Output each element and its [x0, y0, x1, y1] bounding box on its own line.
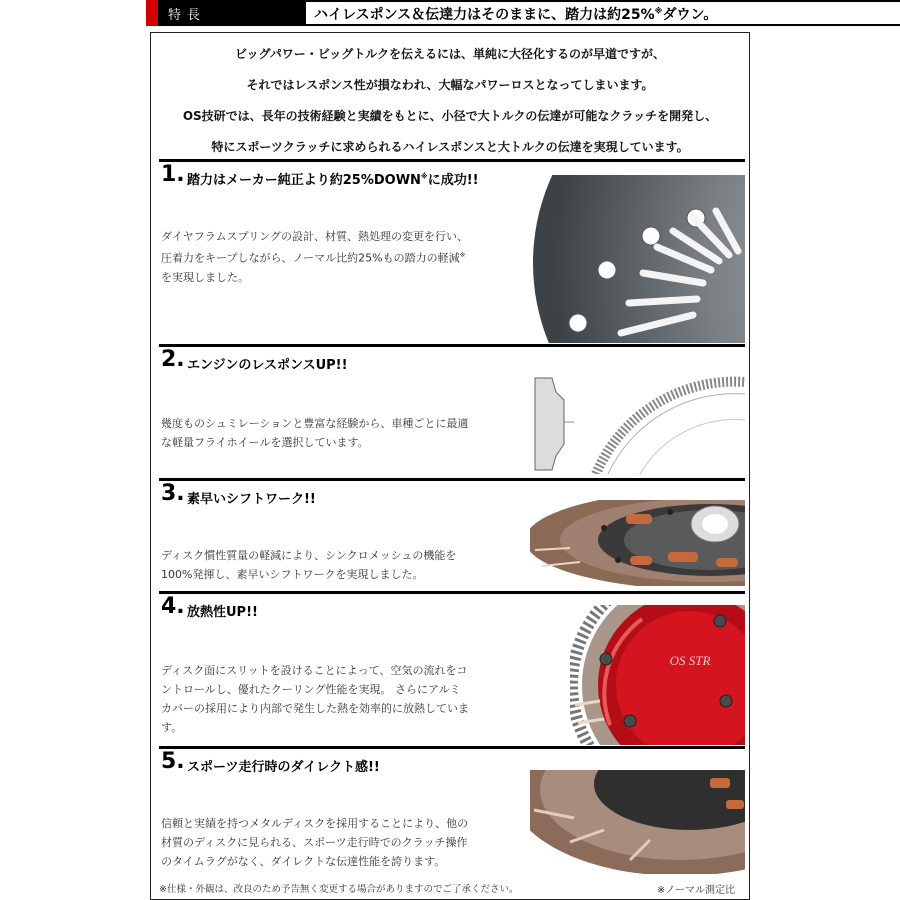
- content-frame: [150, 32, 750, 900]
- section-description: [161, 227, 521, 287]
- desc-line: 材質のディスクに見られる、スポーツ走行時でのクラッチ操作: [161, 836, 468, 849]
- desc-line: 100%発揮し、素早いシフトワークを実現しました。: [161, 568, 424, 581]
- section-description: [161, 661, 521, 737]
- desc-line: 信頼と実績を持つメタルディスクを採用することにより、他の: [161, 817, 469, 830]
- section-title-mark: ※: [420, 172, 428, 181]
- feature-section-5: [159, 746, 745, 886]
- feature-section-2: [159, 344, 745, 477]
- desc-line: ントロールし、優れたクーリング性能を実現。 さらにアルミ: [161, 683, 461, 696]
- intro-line: ビッグパワー・ビッグトルクを伝えるには、単純に大径化するのが早道ですが、: [234, 47, 666, 61]
- desc-line: な軽量フライホイールを選択しています。: [161, 436, 369, 449]
- section-title: スポーツ走行時のダイレクト感!!: [187, 760, 380, 775]
- desc-line: カバーの採用により内部で発生した熱を効率的に放熱していま: [161, 702, 469, 715]
- measurement-note: ※ノーマル測定比: [656, 885, 735, 896]
- section-description: [161, 814, 521, 871]
- section-description: [161, 414, 521, 452]
- intro-line: それではレスポンス性が損なわれ、大幅なパワーロスとなってしまいます。: [246, 78, 654, 92]
- headline-mark: ※: [654, 6, 663, 16]
- header-accent: [146, 0, 158, 26]
- intro-line: 特にスポーツクラッチに求められるハイレスポンスと大トルクの伝達を実現しています。: [211, 140, 689, 154]
- section-number: 2.: [161, 347, 185, 372]
- desc-line: のタイムラグがなく、ダイレクトな伝達性能を誇ります。: [161, 855, 446, 868]
- section-number: 5.: [161, 749, 185, 774]
- feature-section-4: [159, 591, 745, 745]
- headline: [314, 4, 717, 24]
- section-number: 1.: [161, 162, 185, 187]
- section-title-text: 踏力はメーカー純正より約25%DOWN: [187, 173, 421, 188]
- desc-line-text: 圧着力をキープしながら、ノーマル比約25%もの踏力の軽減: [161, 251, 460, 265]
- red-clutch-cover-photo: [570, 605, 745, 745]
- section-rule: [159, 746, 745, 749]
- desc-line: す。: [161, 721, 183, 734]
- diaphragm-spring-photo: [533, 175, 745, 343]
- intro-line: OS技研では、長年の技術経験と実績をもとに、小径で大トルクの伝達が可能なクラッチを開発し、: [182, 109, 718, 123]
- desc-line: を実現しました。: [161, 270, 249, 284]
- feature-section-1: [159, 159, 745, 343]
- desc-mark: ※: [459, 251, 466, 259]
- clutch-disc-photo: [530, 500, 745, 586]
- feature-section-3: [159, 478, 745, 590]
- headline-text: ハイレスポンス＆伝達力はそのままに、踏力は約25%: [314, 7, 655, 23]
- section-rule: [159, 478, 745, 481]
- section-number: 4.: [161, 594, 185, 619]
- cover-logo: OS STR: [669, 653, 711, 668]
- section-title: 放熱性UP!!: [187, 605, 258, 620]
- desc-line: 幾度ものシュミレーションと豊富な経験から、車種ごとに最適: [161, 417, 469, 430]
- section-title-text-end: に成功!!: [427, 173, 479, 188]
- desc-line: ディスク面にスリットを設けることによって、空気の流れをコ: [161, 664, 468, 677]
- flywheel-drawing: [530, 374, 745, 474]
- section-rule: [159, 591, 745, 594]
- section-rule: [159, 344, 745, 347]
- intro-text: [151, 39, 749, 163]
- section-number: 3.: [161, 481, 185, 506]
- section-title: [187, 169, 479, 188]
- section-description: [161, 546, 521, 584]
- desc-line: ダイヤフラムスプリングの設計、材質、熱処理の変更を行い、: [161, 230, 469, 243]
- section-title: エンジンのレスポンスUP!!: [187, 358, 348, 373]
- header-label: 特長: [168, 8, 207, 23]
- metal-disc-photo: [530, 770, 745, 874]
- footnote: ※仕様・外観は、改良のため予告無く変更する場合がありますのでご了承ください。: [159, 884, 519, 895]
- section-rule: [159, 159, 745, 162]
- headline-text-end: ダウン。: [662, 7, 718, 23]
- desc-line: ディスク慣性質量の軽減により、シンクロメッシュの機能を: [161, 549, 457, 562]
- desc-line: [161, 246, 521, 268]
- feature-header-bar: [146, 0, 900, 26]
- section-title: 素早いシフトワーク!!: [187, 492, 316, 507]
